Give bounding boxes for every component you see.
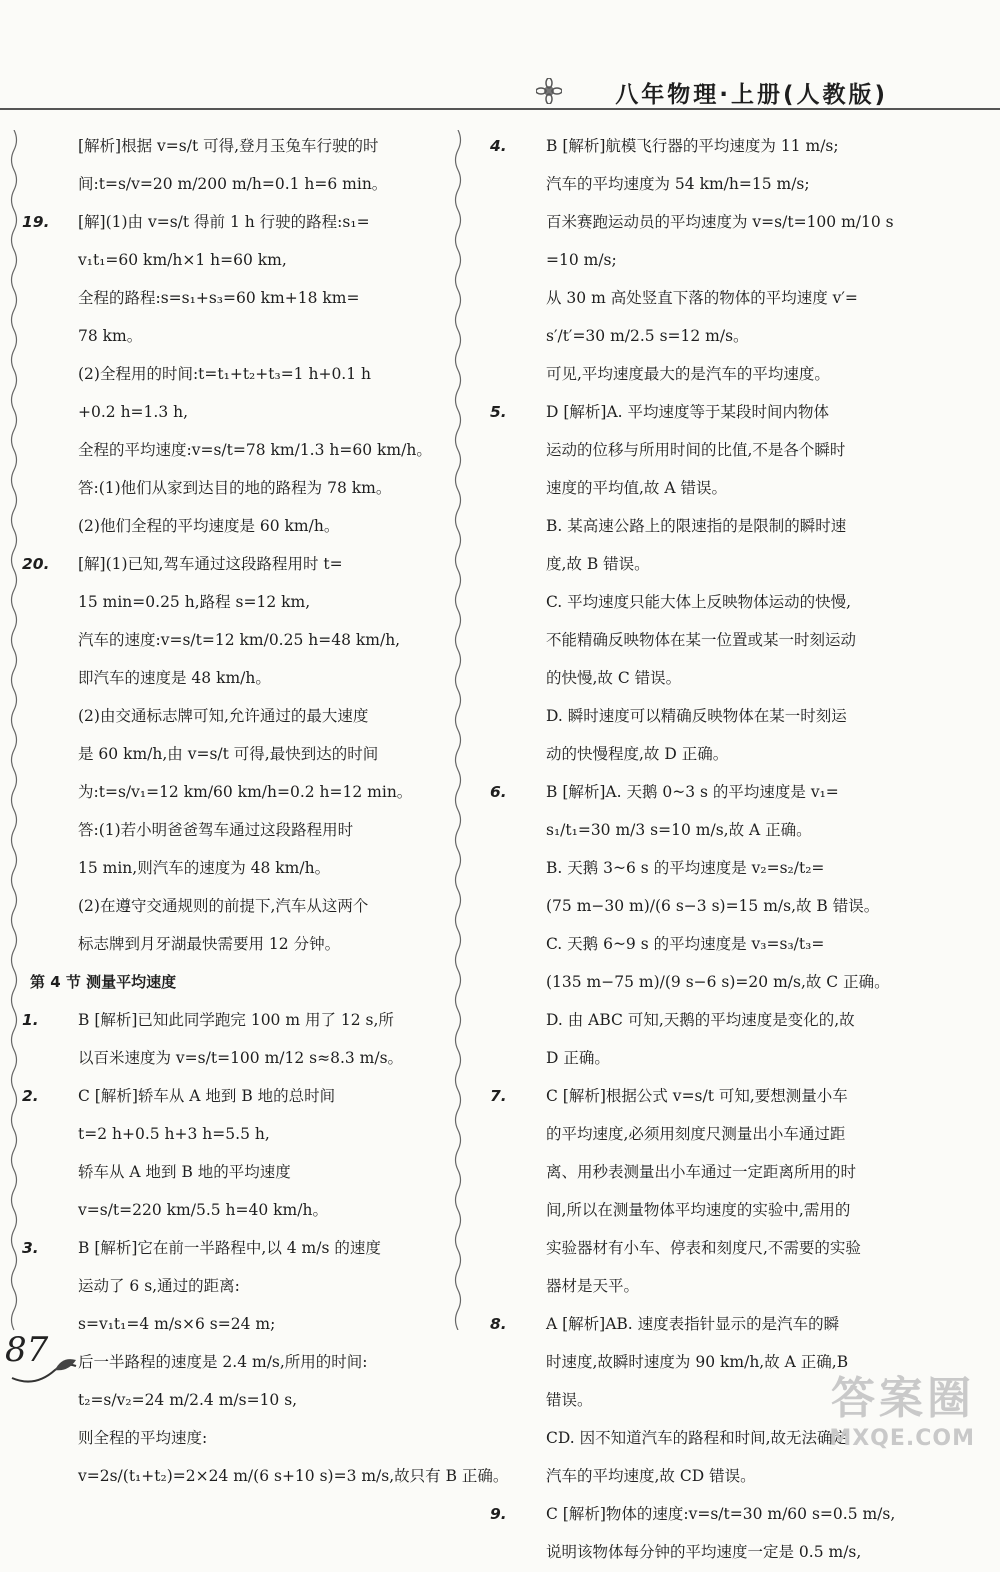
line-text: C [解析]物体的速度:v=s/t=30 m/60 s=0.5 m/s, — [546, 1504, 896, 1523]
line-text: 从 30 m 高处竖直下落的物体的平均速度 v′= — [546, 288, 858, 307]
line-text: B [解析]A. 天鹅 0~3 s 的平均速度是 v₁= — [546, 782, 839, 801]
line-text: 错误。 — [546, 1390, 593, 1409]
text-line — [498, 1534, 886, 1572]
line-text: C. 天鹅 6~9 s 的平均速度是 v₃=s₃/t₃= — [546, 934, 825, 953]
line-text: 轿车从 A 地到 B 地的平均速度 — [78, 1162, 291, 1181]
text-line — [30, 1344, 445, 1382]
text-line — [22, 1230, 445, 1268]
text-line — [490, 1306, 886, 1344]
text-line — [498, 584, 886, 622]
text-line — [490, 1078, 886, 1116]
line-text: 的平均速度,必须用刻度尺测量出小车通过距 — [546, 1124, 846, 1143]
text-line — [30, 964, 445, 1002]
line-text: (2)他们全程的平均速度是 60 km/h。 — [78, 516, 340, 535]
question-number: 3. — [22, 1238, 39, 1257]
text-line — [498, 812, 886, 850]
text-line — [22, 546, 445, 584]
text-line — [30, 508, 445, 546]
line-text: 间:t=s/v=20 m/200 m/h=0.1 h=6 min。 — [78, 174, 388, 193]
text-line — [498, 850, 886, 888]
line-text: [解](1)已知,驾车通过这段路程用时 t= — [78, 554, 343, 573]
text-line — [498, 280, 886, 318]
line-text: B [解析]已知此同学跑完 100 m 用了 12 s,所 — [78, 1010, 394, 1029]
text-line — [22, 204, 445, 242]
question-number: 9. — [490, 1504, 507, 1523]
line-text: (2)全程用的时间:t=t₁+t₂+t₃=1 h+0.1 h — [78, 364, 372, 383]
text-line — [30, 318, 445, 356]
line-text: D. 由 ABC 可知,天鹅的平均速度是变化的,故 — [546, 1010, 855, 1029]
line-text: v₁t₁=60 km/h×1 h=60 km, — [78, 250, 287, 269]
question-number: 4. — [490, 136, 507, 155]
text-line — [30, 1458, 509, 1496]
watermark-site: MXQE.COM — [829, 1426, 975, 1451]
text-line — [498, 166, 886, 204]
text-line — [498, 356, 886, 394]
question-number: 1. — [22, 1010, 39, 1029]
text-line — [498, 546, 886, 584]
text-line — [498, 1268, 886, 1306]
line-text: 汽车的平均速度为 54 km/h=15 m/s; — [546, 174, 810, 193]
text-line — [30, 1116, 445, 1154]
text-line — [498, 622, 886, 660]
line-text: (135 m−75 m)/(9 s−6 s)=20 m/s,故 C 正确。 — [546, 972, 890, 991]
question-number: 6. — [490, 782, 507, 801]
line-text: [解](1)由 v=s/t 得前 1 h 行驶的路程:s₁= — [78, 212, 370, 231]
text-line — [498, 888, 886, 926]
line-text: C [解析]根据公式 v=s/t 可知,要想测量小车 — [546, 1086, 848, 1105]
line-text: t₂=s/v₂=24 m/2.4 m/s=10 s, — [78, 1390, 298, 1409]
text-line — [30, 394, 445, 432]
text-line — [498, 318, 886, 356]
line-text: B. 某高速公路上的限速指的是限制的瞬时速 — [546, 516, 847, 535]
line-text: D. 瞬时速度可以精确反映物体在某一时刻运 — [546, 706, 847, 725]
flower-emblem-icon — [536, 78, 562, 104]
line-text: 的快慢,故 C 错误。 — [546, 668, 682, 687]
line-text: 汽车的速度:v=s/t=12 km/0.25 h=48 km/h, — [78, 630, 401, 649]
line-text: 不能精确反映物体在某一位置或某一时刻运动 — [546, 630, 857, 649]
text-line — [498, 1192, 886, 1230]
text-line — [30, 1382, 445, 1420]
line-text: 间,所以在测量物体平均速度的实验中,需用的 — [546, 1200, 851, 1219]
text-line — [30, 280, 445, 318]
text-line — [30, 698, 445, 736]
line-text: 15 min,则汽车的速度为 48 km/h。 — [78, 858, 331, 877]
text-line — [498, 736, 886, 774]
text-line — [30, 1192, 445, 1230]
question-number: 20. — [22, 554, 50, 573]
text-line — [30, 242, 445, 280]
text-line — [30, 1040, 445, 1078]
watermark-main: 答案圈 — [831, 1373, 975, 1424]
text-line — [498, 242, 886, 280]
text-line — [498, 1230, 886, 1268]
line-text: 可见,平均速度最大的是汽车的平均速度。 — [546, 364, 830, 383]
text-line — [498, 1458, 886, 1496]
line-text: 为:t=s/v₁=12 km/60 km/h=0.2 h=12 min。 — [78, 782, 413, 801]
text-line — [498, 926, 886, 964]
text-line — [498, 204, 894, 242]
watermark — [829, 1362, 975, 1451]
line-text: 答:(1)若小明爸爸驾车通过这段路程用时 — [78, 820, 354, 839]
line-text: 答:(1)他们从家到达目的地的路程为 78 km。 — [78, 478, 392, 497]
text-line — [30, 166, 445, 204]
right-column — [490, 128, 896, 1572]
line-text: v=2s/(t₁+t₂)=2×24 m/(6 s+10 s)=3 m/s,故只有 B 正确。 — [78, 1466, 509, 1485]
line-text: 器材是天平。 — [546, 1276, 640, 1295]
leaf-ornament-icon — [10, 1348, 80, 1388]
text-line — [30, 850, 445, 888]
text-line — [498, 1116, 886, 1154]
text-line — [30, 128, 445, 166]
text-line — [498, 698, 886, 736]
line-text: 速度的平均值,故 A 错误。 — [546, 478, 727, 497]
question-number: 8. — [490, 1314, 507, 1333]
line-text: 78 km。 — [78, 326, 143, 345]
line-text: 运动了 6 s,通过的距离: — [78, 1276, 240, 1295]
line-text: s=v₁t₁=4 m/s×6 s=24 m; — [78, 1314, 276, 1333]
line-text: 说明该物体每分钟的平均速度一定是 0.5 m/s, — [546, 1542, 862, 1561]
header-rule — [0, 108, 1000, 110]
line-text: B. 天鹅 3~6 s 的平均速度是 v₂=s₂/t₂= — [546, 858, 825, 877]
line-text: 是 60 km/h,由 v=s/t 可得,最快到达的时间 — [78, 744, 379, 763]
page-number: 87 — [5, 1330, 49, 1370]
left-wavy-border — [8, 130, 20, 1340]
text-line — [498, 508, 886, 546]
line-text: 实验器材有小车、停表和刻度尺,不需要的实验 — [546, 1238, 861, 1257]
text-line — [30, 622, 445, 660]
text-line — [30, 1154, 445, 1192]
line-text: (2)由交通标志牌可知,允许通过的最大速度 — [78, 706, 369, 725]
text-line — [30, 660, 445, 698]
text-line — [498, 1420, 886, 1458]
line-text: C [解析]轿车从 A 地到 B 地的总时间 — [78, 1086, 336, 1105]
text-line — [498, 1002, 886, 1040]
line-text: 15 min=0.25 h,路程 s=12 km, — [78, 592, 311, 611]
text-line — [30, 812, 445, 850]
text-line — [498, 964, 890, 1002]
question-number: 7. — [490, 1086, 507, 1105]
line-text: +0.2 h=1.3 h, — [78, 402, 189, 421]
text-line — [490, 1496, 896, 1534]
text-line — [30, 584, 445, 622]
line-text: v=s/t=220 km/5.5 h=40 km/h。 — [78, 1200, 328, 1219]
line-text: 运动的位移与所用时间的比值,不是各个瞬时 — [546, 440, 846, 459]
line-text: B [解析]它在前一半路程中,以 4 m/s 的速度 — [78, 1238, 381, 1257]
line-text: A [解析]AB. 速度表指针显示的是汽车的瞬 — [546, 1314, 840, 1333]
line-text: 汽车的平均速度,故 CD 错误。 — [546, 1466, 756, 1485]
text-line — [30, 470, 445, 508]
text-line — [30, 774, 445, 812]
text-line — [30, 736, 445, 774]
text-line — [30, 432, 445, 470]
page-header-title: 八年物理·上册(人教版) — [615, 82, 888, 108]
line-text: s₁/t₁=30 m/3 s=10 m/s,故 A 正确。 — [546, 820, 812, 839]
question-number: 2. — [22, 1086, 39, 1105]
question-number: 19. — [22, 212, 50, 231]
section-heading: 第 4 节 测量平均速度 — [30, 973, 177, 991]
text-line — [498, 1154, 886, 1192]
line-text: =10 m/s; — [546, 250, 617, 269]
text-line — [498, 1382, 886, 1420]
line-text: D 正确。 — [546, 1048, 610, 1067]
line-text: t=2 h+0.5 h+3 h=5.5 h, — [78, 1124, 270, 1143]
line-text: 则全程的平均速度: — [78, 1428, 208, 1447]
line-text: 度,故 B 错误。 — [546, 554, 650, 573]
text-line — [498, 660, 886, 698]
text-line — [498, 432, 886, 470]
line-text: 后一半路程的速度是 2.4 m/s,所用的时间: — [78, 1352, 368, 1371]
text-line — [22, 1078, 445, 1116]
text-line — [30, 1420, 445, 1458]
line-text: 全程的平均速度:v=s/t=78 km/1.3 h=60 km/h。 — [78, 440, 432, 459]
line-text: 动的快慢程度,故 D 正确。 — [546, 744, 729, 763]
line-text: C. 平均速度只能大体上反映物体运动的快慢, — [546, 592, 852, 611]
line-text: 以百米速度为 v=s/t=100 m/12 s≈8.3 m/s。 — [78, 1048, 404, 1067]
text-line — [30, 1306, 445, 1344]
text-line — [30, 1268, 445, 1306]
line-text: 离、用秒表测量出小车通过一定距离所用的时 — [546, 1162, 857, 1181]
line-text: D [解析]A. 平均速度等于某段时间内物体 — [546, 402, 829, 421]
line-text: 时速度,故瞬时速度为 90 km/h,故 A 正确,B — [546, 1352, 849, 1371]
question-number: 5. — [490, 402, 507, 421]
line-text: 即汽车的速度是 48 km/h。 — [78, 668, 271, 687]
text-line — [498, 1344, 886, 1382]
text-line — [30, 926, 445, 964]
line-text: (2)在遵守交通规则的前提下,汽车从这两个 — [78, 896, 369, 915]
text-line — [490, 774, 886, 812]
text-line — [498, 470, 886, 508]
line-text: 标志牌到月牙湖最快需要用 12 分钟。 — [78, 934, 341, 953]
line-text: s′/t′=30 m/2.5 s=12 m/s。 — [546, 326, 749, 345]
text-line — [490, 394, 886, 432]
text-line — [30, 888, 445, 926]
line-text: 百米赛跑运动员的平均速度为 v=s/t=100 m/10 s — [546, 212, 894, 231]
text-line — [498, 1040, 886, 1078]
line-text: [解析]根据 v=s/t 可得,登月玉兔车行驶的时 — [78, 136, 379, 155]
text-line — [490, 128, 886, 166]
line-text: 全程的路程:s=s₁+s₃=60 km+18 km= — [78, 288, 360, 307]
text-line — [22, 1002, 445, 1040]
line-text: (75 m−30 m)/(6 s−3 s)=15 m/s,故 B 错误。 — [546, 896, 880, 915]
column-divider — [452, 130, 464, 1330]
text-line — [30, 356, 445, 394]
line-text: B [解析]航模飞行器的平均速度为 11 m/s; — [546, 136, 839, 155]
line-text: CD. 因不知道汽车的路程和时间,故无法确定 — [546, 1428, 849, 1447]
